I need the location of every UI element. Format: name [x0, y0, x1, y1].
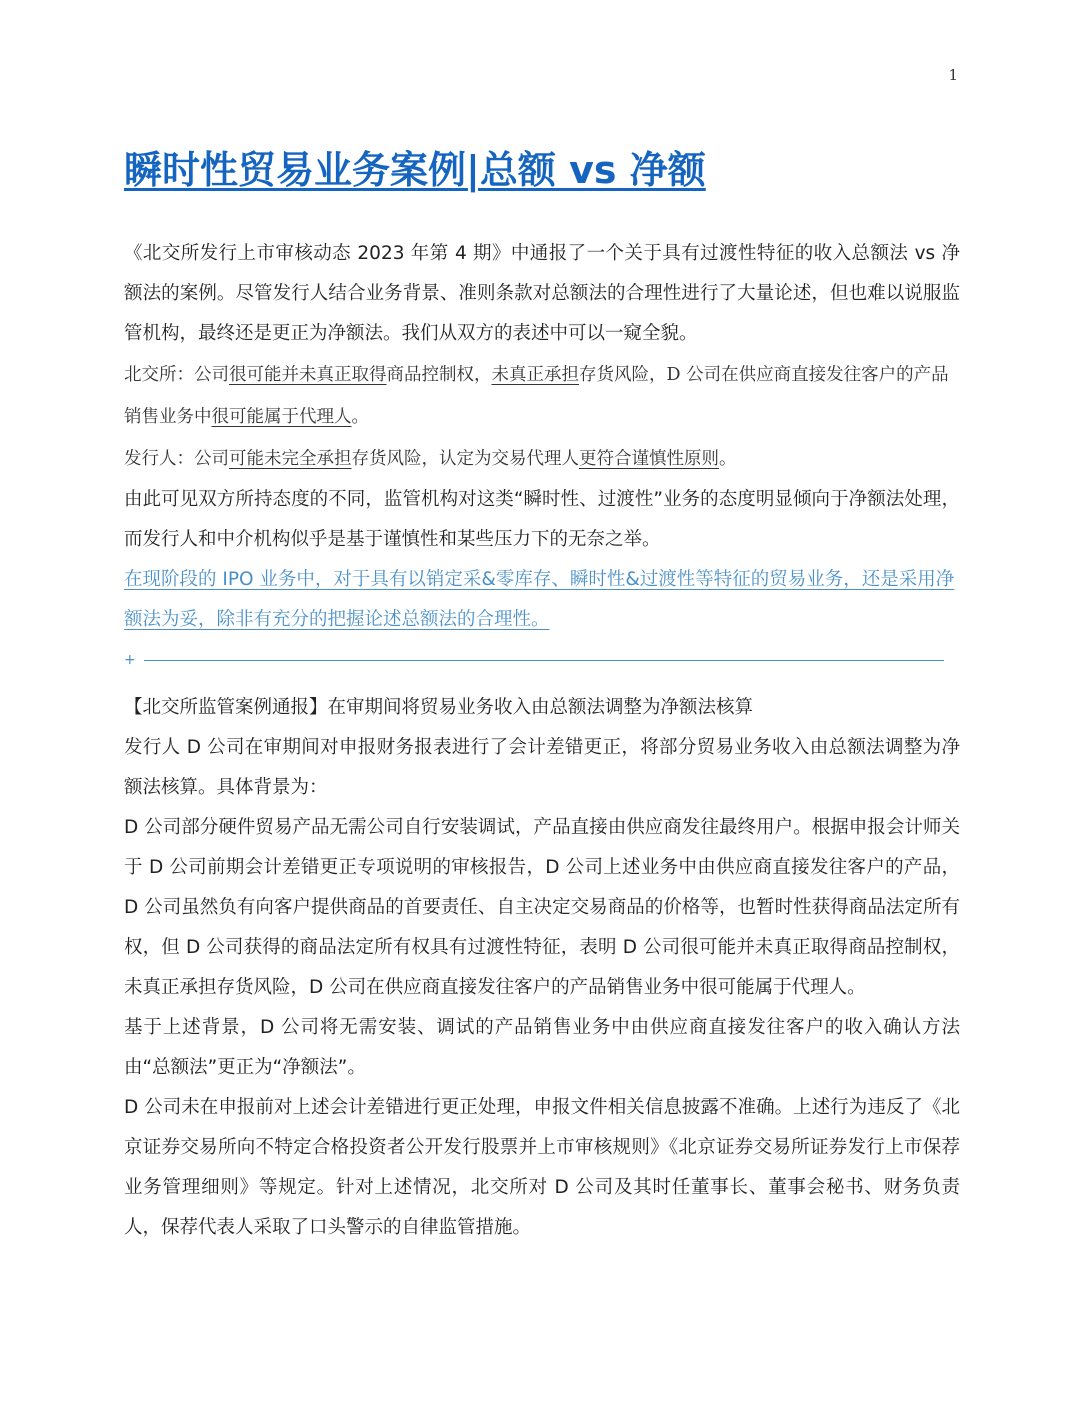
article-title: 瞬时性贸易业务案例|总额 vs 净额: [124, 148, 706, 192]
case-background-paragraph: D 公司部分硬件贸易产品无需公司自行安装调试，产品直接由供应商发往最终用户。根据申报会计师关于 D 公司前期会计差错更正专项说明的审核报告，D 公司上述业务中由供应商直接发往客户的产品，D 公司虽然负有向客户提供商品的首要责任、自主决定交易商品的价格等，也暂时性获得商品法定所有权，但 D 公司获得的商品法定所有权具有过渡性特征，表明 D 公司很可能并未真正取得商品控制权，未真正承担存货风险，D 公司在供应商直接发往客户的产品销售业务中很可能属于代理人。: [124, 817, 960, 998]
analysis-paragraph: 由此可见双方所持态度的不同，监管机构对这类“瞬时性、过渡性”业务的态度明显倾向于净额法处理，而发行人和中介机构似乎是基于谨慎性和某些压力下的无奈之举。: [124, 489, 960, 550]
section-divider: [124, 640, 960, 680]
case-correction-paragraph: 基于上述背景，D 公司将无需安装、调试的产品销售业务中由供应商直接发往客户的收入确认方法由“总额法”更正为“净额法”。: [124, 1017, 960, 1078]
page-number: 1: [948, 66, 958, 84]
conclusion-highlight: 在现阶段的 IPO 业务中，对于具有以销定采&零库存、瞬时性&过渡性等特征的贸易业务，还是采用净额法为妥，除非有充分的把握论述总额法的合理性。: [124, 569, 955, 630]
bjs-quote-underline-3: 很可能属于代理人: [211, 407, 352, 427]
bjs-quote-prefix: 北交所：公司: [124, 365, 229, 385]
case-penalty-paragraph: D 公司未在申报前对上述会计差错进行更正处理，申报文件相关信息披露不准确。上述行为违反了《北京证券交易所向不特定合格投资者公开发行股票并上市审核规则》《北京证券交易所证券发行上市保荐业务管理细则》等规定。针对上述情况，北交所对 D 公司及其时任董事长、董事会秘书、财务负责人，保荐代表人采取了口头警示的自律监管措施。: [124, 1097, 960, 1238]
intro-paragraph: 《北交所发行上市审核动态 2023 年第 4 期》中通报了一个关于具有过渡性特征的收入总额法 vs 净额法的案例。尽管发行人结合业务背景、准则条款对总额法的合理性进行了大量论述，但也难以说服监管机构，最终还是更正为净额法。我们从双方的表述中可以一窥全貌。: [124, 243, 960, 344]
article-body: [124, 234, 960, 1248]
issuer-quote-underline-1: 可能未完全承担: [229, 449, 352, 469]
issuer-quote-prefix: 发行人：公司: [124, 449, 229, 469]
case-intro-paragraph: 发行人 D 公司在审期间对申报财务报表进行了会计差错更正，将部分贸易业务收入由总额法调整为净额法核算。具体背景为：: [124, 737, 960, 798]
bjs-quote-text-1: 商品控制权，: [386, 365, 492, 385]
bjs-quote-text-3: 。: [351, 407, 369, 427]
issuer-quote: [124, 438, 960, 480]
plus-icon: +: [124, 652, 136, 668]
bjs-quote-underline-2: 未真正承担: [491, 365, 579, 385]
bjs-quote-underline-1: 很可能并未真正取得: [229, 365, 387, 385]
bjs-quote: [124, 354, 960, 438]
issuer-quote-text-2: 。: [719, 449, 737, 469]
case-heading: 【北交所监管案例通报】在审期间将贸易业务收入由总额法调整为净额法核算: [124, 697, 754, 718]
issuer-quote-underline-2: 更符合谨慎性原则: [579, 449, 719, 469]
bjs-quote-text-2: 存货风险，D 公司在供应商直接发往客户的产品销售业务中: [124, 365, 949, 427]
issuer-quote-text-1: 存货风险，认定为交易代理人: [351, 449, 579, 469]
divider-line: [144, 660, 944, 661]
